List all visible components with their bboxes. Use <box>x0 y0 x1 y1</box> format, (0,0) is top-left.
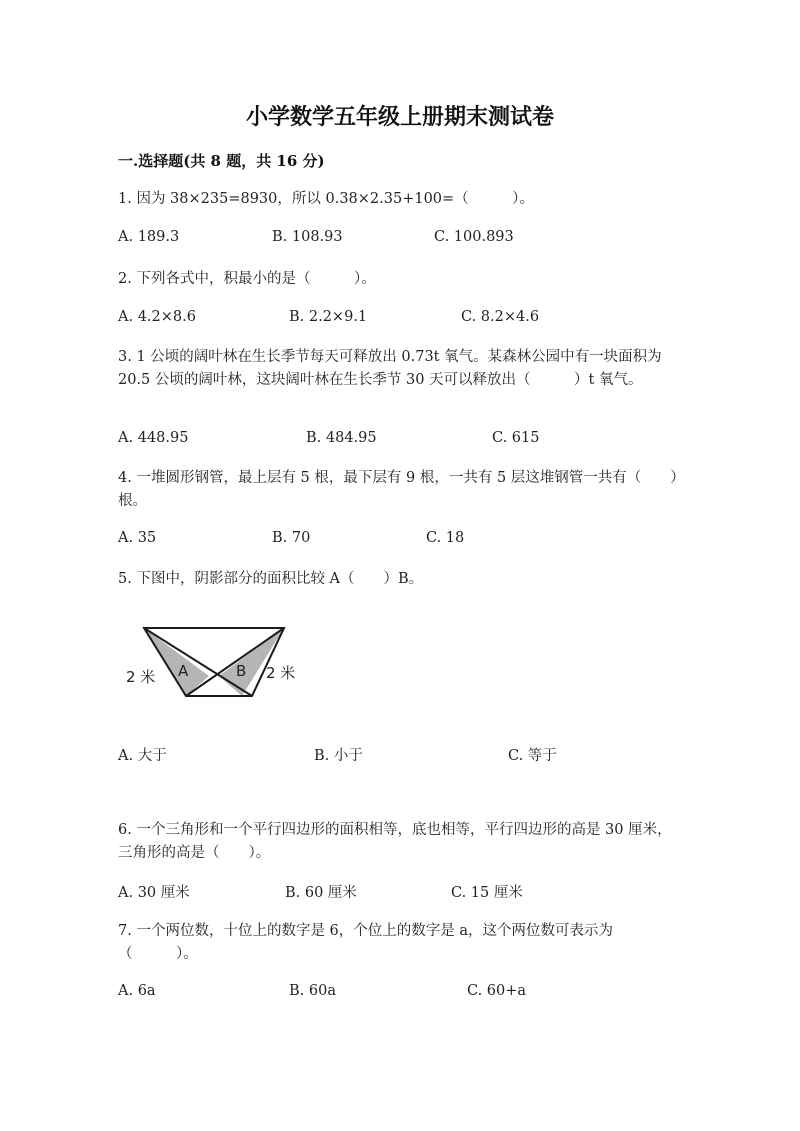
q3-option-a: A. 448.95 <box>118 430 189 446</box>
trapezoid-figure <box>122 618 304 706</box>
label-a: A <box>178 662 189 680</box>
question-6: 6. 一个三角形和一个平行四边形的面积相等，底也相等，平行四边形的高是 30 厘米，三角形的高是（ ）。 <box>118 822 672 861</box>
q5-option-c: C. 等于 <box>508 748 557 764</box>
q3-option-c: C. 615 <box>492 430 540 446</box>
label-b: B <box>236 662 247 680</box>
shaded-region-b <box>219 628 284 696</box>
page-title: 小学数学五年级上册期末测试卷 <box>245 104 554 130</box>
question-4: 4. 一堆圆形钢管，最上层有 5 根，最下层有 9 根，一共有 5 层这堆钢管一共有（ ）根。 <box>118 470 678 509</box>
q4-option-c: C. 18 <box>426 530 465 546</box>
q6-option-a: A. 30 厘米 <box>118 885 190 901</box>
q1-option-b: B. 108.93 <box>272 229 343 245</box>
q5-option-b: B. 小于 <box>314 748 363 764</box>
q5-option-a: A. 大于 <box>118 748 167 764</box>
q1-option-c: C. 100.893 <box>434 229 514 245</box>
q4-option-b: B. 70 <box>272 530 311 546</box>
label-left-length: 2 米 <box>126 668 156 686</box>
q2-option-b: B. 2.2×9.1 <box>289 309 368 325</box>
q3-option-b: B. 484.95 <box>306 430 377 446</box>
q6-option-b: B. 60 厘米 <box>285 885 357 901</box>
q7-option-c: C. 60+a <box>467 983 527 999</box>
q4-option-a: A. 35 <box>118 530 157 546</box>
question-3: 3. 1 公顷的阔叶林在生长季节每天可释放出 0.73t 氧气。某森林公园中有一块面积为 20.5 公顷的阔叶林，这块阔叶林在生长季节 30 天可以释放出（ ）t 氧气。 <box>118 349 662 388</box>
q6-option-c: C. 15 厘米 <box>451 885 523 901</box>
section-heading: 一.选择题(共 8 题，共 16 分) <box>118 152 325 170</box>
question-5: 5. 下图中，阴影部分的面积比较 A（ ）B。 <box>118 571 424 587</box>
q1-option-a: A. 189.3 <box>118 229 180 245</box>
question-1: 1. 因为 38×235=8930，所以 0.38×2.35+100=（ ）。 <box>118 191 534 207</box>
q7-option-b: B. 60a <box>289 983 336 999</box>
question-2: 2. 下列各式中，积最小的是（ ）。 <box>118 271 376 287</box>
q2-option-c: C. 8.2×4.6 <box>461 309 540 325</box>
q2-option-a: A. 4.2×8.6 <box>118 309 196 325</box>
q7-option-a: A. 6a <box>118 983 156 999</box>
label-right-length: 2 米 <box>266 664 296 682</box>
question-7: 7. 一个两位数，十位上的数字是 6，个位上的数字是 a，这个两位数可表示为（ ）。 <box>118 923 614 962</box>
